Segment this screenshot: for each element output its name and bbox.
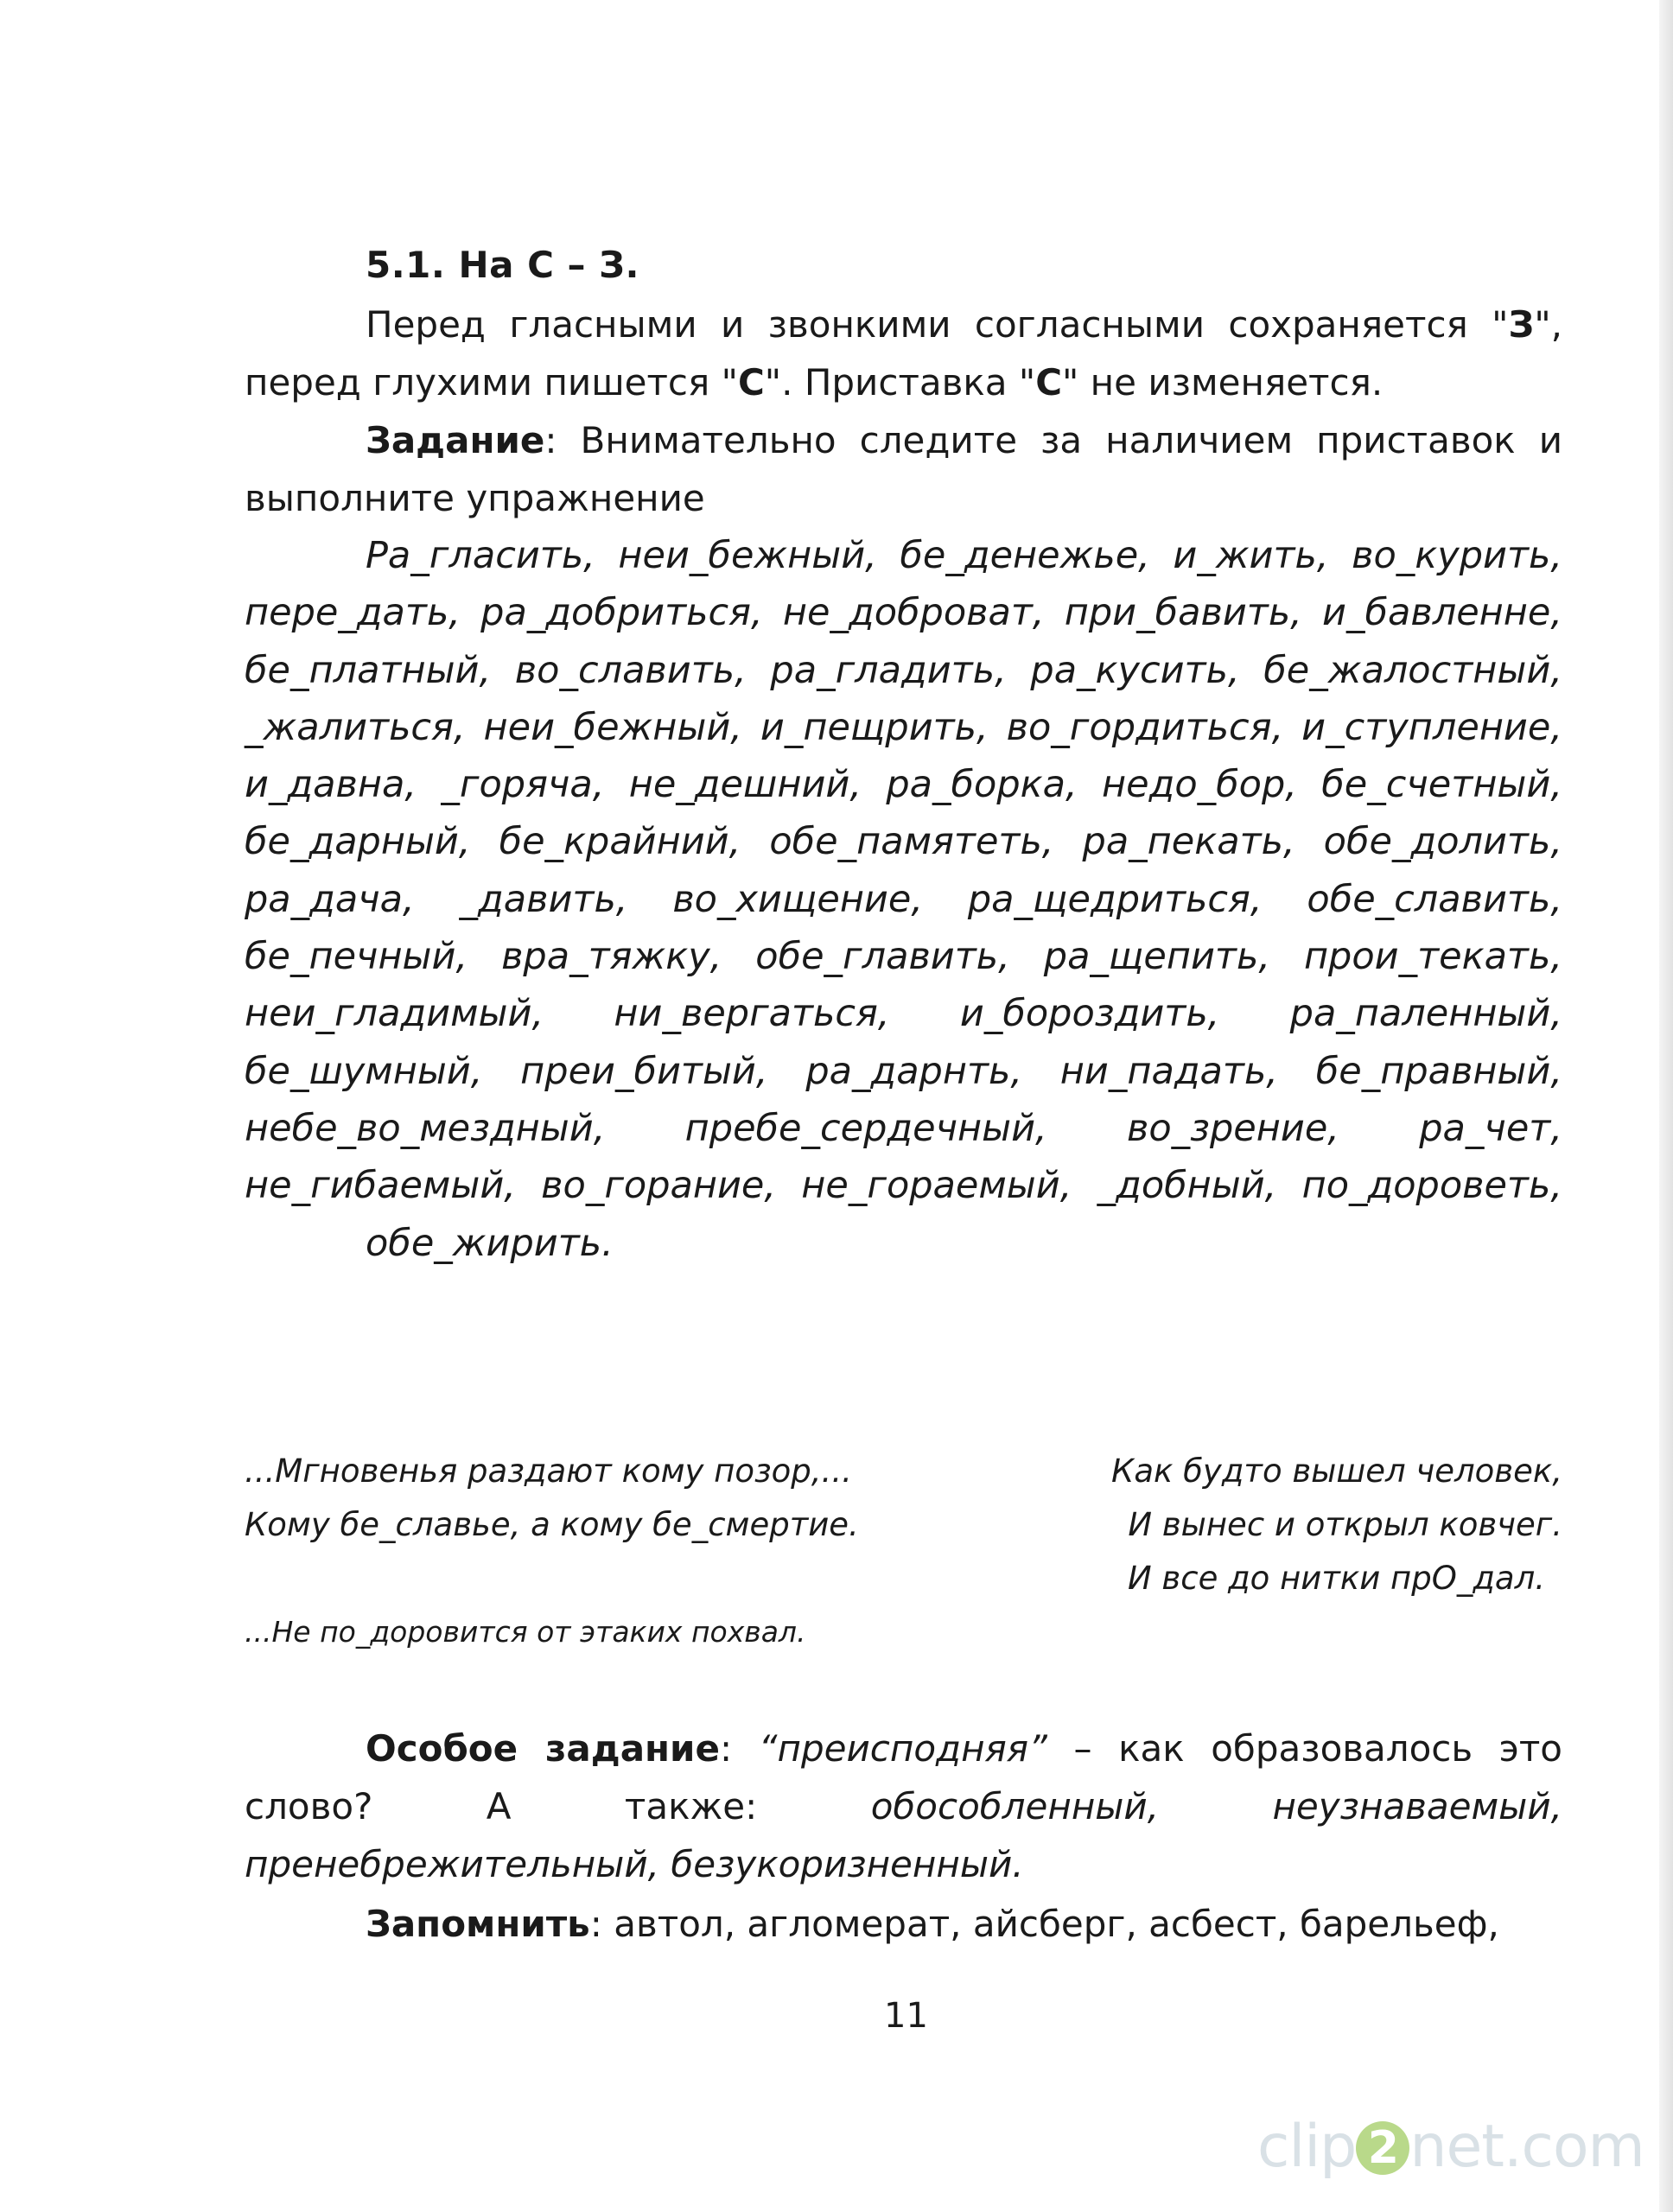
page-edge-shadow: [1659, 0, 1673, 2212]
poem-left-line-2: Кому бе_славье, а кому бе_смертие.: [245, 1506, 859, 1543]
rule-letter-s-2: С: [1035, 361, 1063, 404]
section-heading: 5.1. На С – З.: [366, 244, 639, 286]
exercise-words: [245, 527, 1562, 1272]
poem-right-line-3: И все до нитки прО_дал.: [1127, 1560, 1545, 1597]
remember-label: Запомнить: [366, 1903, 590, 1945]
poem-left-line-1: ...Мгновенья раздают кому позор,...: [245, 1452, 852, 1490]
page-number: 11: [884, 1996, 928, 2036]
special-task-colon: :: [719, 1727, 759, 1770]
watermark-digit: 2: [1356, 2121, 1409, 2175]
task-text: : Внимательно следите за наличием приставок и выполните упражнение: [245, 419, 1562, 519]
poem-right-column: [1111, 1445, 1562, 1605]
special-task-paragraph: [245, 1719, 1562, 1893]
watermark-text-clip: clip: [1257, 2113, 1357, 2181]
poem-right-line-1: Как будто вышел человек,: [1111, 1452, 1562, 1490]
exercise-last-word: обе_жирить.: [366, 1221, 614, 1265]
special-task-label: Особое задание: [366, 1727, 720, 1770]
rule-paragraph: [245, 296, 1562, 411]
watermark-logo: [1257, 2113, 1644, 2181]
watermark-text-net: net.com: [1409, 2113, 1644, 2181]
remember-text: : автол, агломерат, айсберг, асбест, барельеф,: [589, 1903, 1499, 1945]
special-task-examples: обособленный, неузнаваемый, пренебрежительный, безукоризненный.: [245, 1785, 1562, 1885]
rule-text-1: Перед гласными и звонкими согласными сохраняется ": [366, 303, 1509, 346]
rule-letter-s: С: [737, 361, 765, 404]
rule-text-2: ", перед глухими пишется ": [245, 303, 1562, 404]
poem-extra-line: ...Не по_доровится от этаких похвал.: [245, 1615, 806, 1649]
task-paragraph: [245, 411, 1562, 527]
remember-paragraph: [245, 1895, 1562, 1953]
special-task-text: – как образовалось это слово? А также:: [245, 1727, 1562, 1827]
exercise-word-list: Ра_гласить, неи_бежный, бе_денежье, и_жить, во_курить, пере_дать, ра_добриться, не_доброват, при_бавить, и_бавленне, бе_платный, во_славить, ра_гладить, ра_кусить, бе_жалостный, _жалиться, неи_бежный, и_пещрить, во_гордиться, и_ступление, и_давна, _горяча, не_дешний, ра_борка, недо_бор, бе_счетный, бе_дарный, бе_крайний, обе_памятеть, ра_пекать, обе_долить, ра_дача, _давить, во_хищение, ра_щедриться, обе_славить, бе_печный, вра_тяжку, обе_главить, ра_щепить, прои_текать, неи_гладимый, ни_вергаться, и_бороздить, ра_паленный, бе_шумный, преи_битый, ра_дарнть, ни_падать, бе_правный, небе_во_мездный, пребе_сердечный, во_зрение, ра_чет, не_гибаемый, во_горание, не_гораемый, _добный, по_дороветь,: [245, 534, 1562, 1208]
rule-text-4: " не изменяется.: [1062, 361, 1384, 404]
rule-text-3: ". Приставка ": [764, 361, 1036, 404]
task-label: Задание: [366, 419, 545, 461]
poem-right-line-2: И вынес и открыл ковчег.: [1128, 1506, 1562, 1543]
poem-left-column: [245, 1445, 859, 1552]
rule-letter-z: З: [1508, 303, 1535, 346]
special-task-word: “преисподняя”: [758, 1727, 1047, 1770]
